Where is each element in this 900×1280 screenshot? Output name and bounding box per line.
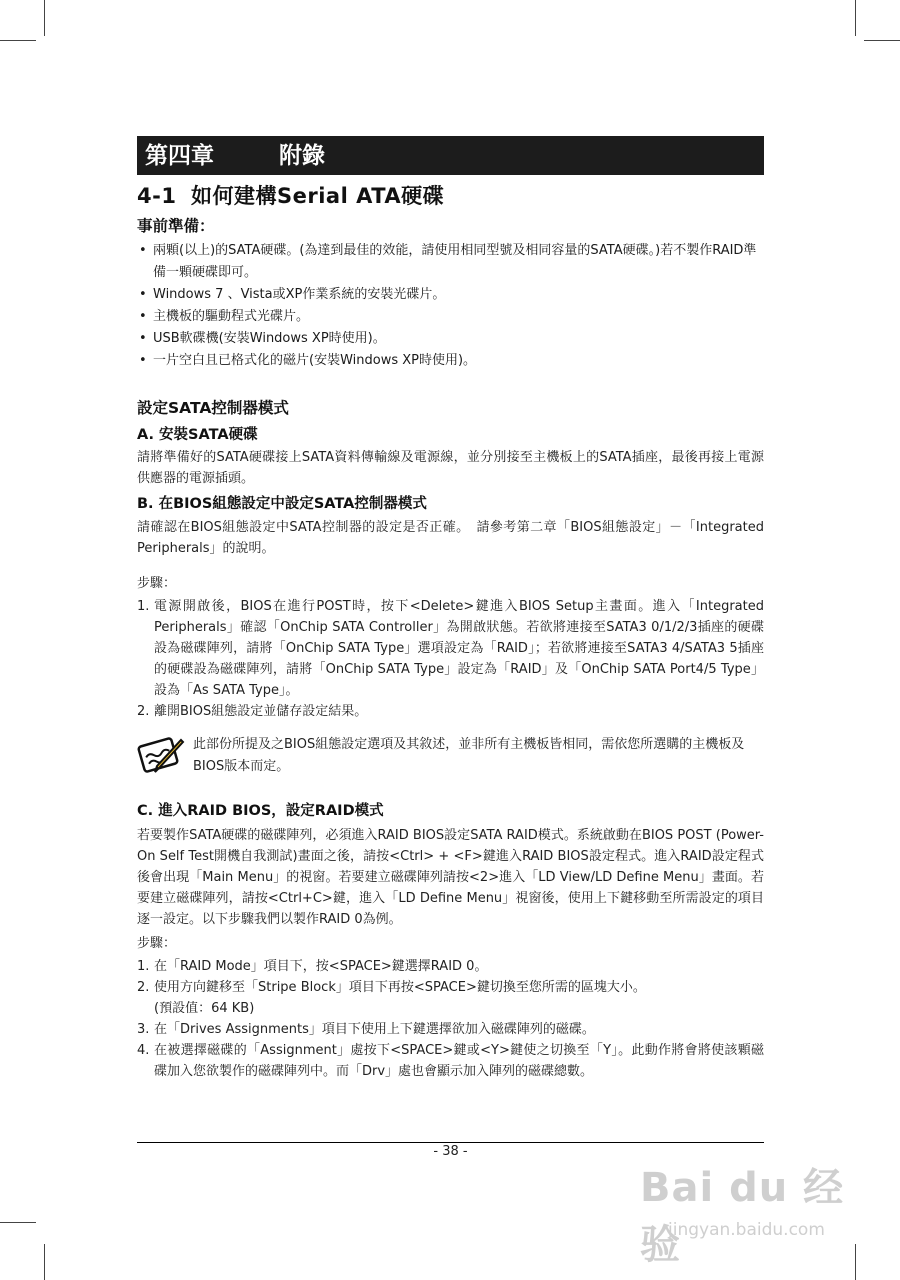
step-text: 在「Drives Assignments」項目下使用上下鍵選擇欲加入磁碟陣列的磁碟。 (154, 1022, 595, 1037)
step-number: 2. (137, 980, 150, 995)
bios-config-text: 請確認在BIOS組態設定中SATA控制器的設定是否正確。 請參考第二章「BIOS組態設定」－「Integrated Peripherals」的說明。 (137, 520, 764, 556)
list-item: • 兩顆(以上)的SATA硬碟。(為達到最佳的效能，請使用相同型號及相同容量的SATA硬碟。)若不製作RAID準備一顆硬碟即可。 (137, 240, 764, 284)
section-number: 4-1 (137, 184, 177, 208)
list-item: • 主機板的驅動程式光碟片。 (137, 306, 764, 328)
page-number: - 38 - (433, 1144, 468, 1159)
baidu-watermark (640, 1156, 860, 1266)
bios-config-heading: B. 在BIOS組態設定中設定SATA控制器模式 (137, 496, 427, 512)
crop-mark (0, 1222, 36, 1223)
install-sata-text: 請將準備好的SATA硬碟接上SATA資料傳輸線及電源線，並分別接至主機板上的SATA插座，最後再接上電源供應器的電源插頭。 (137, 450, 764, 486)
prep-heading: 事前準備： (137, 217, 215, 235)
list-item (137, 977, 764, 1019)
list-item: • Windows 7 、Vista或XP作業系統的安裝光碟片。 (137, 284, 764, 306)
raid-bios-heading: C. 進入RAID BIOS，設定RAID模式 (137, 803, 384, 819)
crop-mark (44, 0, 45, 36)
list-item (137, 596, 764, 701)
list-item: • USB軟碟機(安裝Windows XP時使用)。 (137, 328, 764, 350)
crop-mark (864, 40, 900, 41)
steps-label: 步驟： (137, 576, 177, 591)
raid-steps-list (137, 956, 764, 1082)
sata-mode-heading: 設定SATA控制器模式 (137, 399, 289, 417)
step-number: 2. (137, 704, 150, 719)
list-item (137, 956, 764, 977)
list-item (137, 1019, 764, 1040)
footer-divider (137, 1142, 764, 1143)
step-subtext: (預設值：64 KB) (154, 1001, 255, 1016)
step-text: 在「RAID Mode」項目下，按<SPACE>鍵選擇RAID 0。 (154, 959, 488, 974)
raid-bios-text: 若要製作SATA硬碟的磁碟陣列，必須進入RAID BIOS設定SATA RAID模式。系統啟動在BIOS POST (Power-On Self Test開機自我測試)畫面之後，請按<Ctrl> + <F>鍵進入RAID BIOS設定程式。進入RAID設定程式後會出現「Main Menu」的視窗。若要建立磁碟陣列請按<2>進入「LD View/LD Define Menu」畫面。若要建立磁碟陣列，請按<Ctrl+C>鍵，進入「LD Define Menu」視窗後，使用上下鍵移動至所需設定的項目逐一設定。以下步驟我們以製作RAID 0為例。 (137, 828, 764, 927)
crop-mark (0, 40, 36, 41)
bios-steps-list (137, 596, 764, 722)
step-number: 1. (137, 959, 150, 974)
step-number: 3. (137, 1022, 150, 1037)
crop-mark (855, 0, 856, 36)
chapter-header (137, 136, 764, 175)
chapter-title: 附錄 (279, 142, 325, 169)
section-title (137, 180, 444, 210)
steps-label: 步驟： (137, 936, 177, 951)
section-title-text: 如何建構Serial ATA硬碟 (191, 184, 445, 208)
prep-list (137, 240, 764, 372)
step-text: 在被選擇磁碟的「Assignment」處按下<SPACE>鍵或<Y>鍵使之切換至「Y」。此動作將會將使該顆磁碟加入您欲製作的磁碟陣列中。而「Drv」處也會顯示加入陣列的磁碟總數。 (154, 1043, 764, 1079)
crop-mark (44, 1244, 45, 1280)
step-text: 使用方向鍵移至「Stripe Block」項目下再按<SPACE>鍵切換至您所需的區塊大小。 (154, 980, 646, 995)
list-item (137, 1040, 764, 1082)
list-item (137, 701, 764, 722)
step-number: 4. (137, 1043, 150, 1058)
list-item: • 一片空白且已格式化的磁片(安裝Windows XP時使用)。 (137, 350, 764, 372)
step-number: 1. (137, 599, 150, 614)
install-sata-heading: A. 安裝SATA硬碟 (137, 427, 258, 443)
step-text: 離開BIOS組態設定並儲存設定結果。 (154, 704, 368, 719)
watermark-url: jingyan.baidu.com (668, 1220, 825, 1240)
note-text: 此部份所提及之BIOS組態設定選項及其敘述，並非所有主機板皆相同，需依您所選購的主機板及BIOS版本而定。 (193, 737, 745, 774)
note-pencil-icon (137, 734, 187, 774)
step-text: 電源開啟後，BIOS在進行POST時，按下<Delete>鍵進入BIOS Setup主畫面。進入「Integrated Peripherals」確認「OnChip SATA Controller」為開啟狀態。若欲將連接至SATA3 0/1/2/3插座的硬碟設為磁碟陣列，請將「OnChip SATA Type」選項設定為「RAID」；若欲將連接至SATA3 4/SATA3 5插座的硬碟設為磁碟陣列，請將「OnChip SATA Type」設定為「RAID」及「OnChip SATA Port4/5 Type」設為「As SATA Type」。 (154, 599, 764, 698)
watermark-logo: Bai du 经验 (640, 1165, 845, 1268)
chapter-number: 第四章 (145, 142, 214, 169)
